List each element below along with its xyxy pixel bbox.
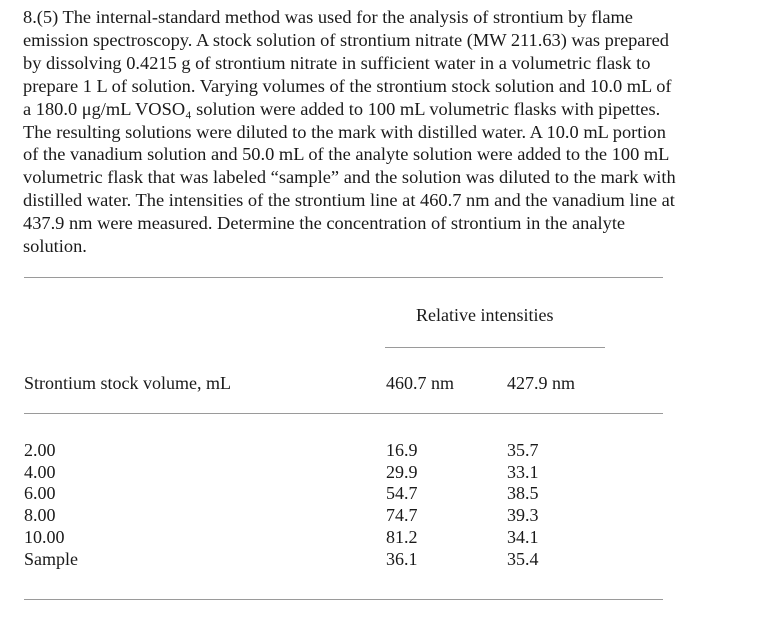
problem-line: 437.9 nm were measured. Determine the concentration of strontium in the analyte — [23, 213, 626, 234]
table-cell: Sample — [24, 548, 78, 569]
problem-line: emission spectroscopy. A stock solution of strontium nitrate (MW 211.63) was prepared — [23, 29, 669, 50]
table-top-rule — [24, 277, 663, 278]
table-cell: 81.2 — [386, 526, 418, 547]
intensity-427-column — [507, 440, 539, 570]
problem-line: of the vanadium solution and 50.0 mL of the analyte solution were added to the 100 mL — [23, 144, 670, 165]
problem-line: distilled water. The intensities of the strontium line at 460.7 nm and the vanadium line at — [23, 190, 675, 211]
col-header-460: 460.7 nm — [386, 373, 455, 393]
col-header-volume: Strontium stock volume, mL — [24, 373, 231, 393]
table-cell: 38.5 — [507, 483, 539, 504]
problem-line: solution. — [23, 236, 87, 257]
problem-line: 8.(5) The internal-standard method was used for the analysis of strontium by flame — [23, 7, 633, 27]
table-cell: 10.00 — [24, 526, 65, 547]
col-header-427: 427.9 nm — [507, 373, 576, 393]
table-cell: 16.9 — [386, 440, 418, 460]
table-cell: 8.00 — [24, 505, 56, 526]
table-cell: 4.00 — [24, 461, 56, 482]
table-cell: 74.7 — [386, 505, 418, 526]
table-cell: 6.00 — [24, 483, 56, 504]
table-cell: 34.1 — [507, 526, 539, 547]
group-header: Relative intensities — [416, 305, 554, 325]
problem-line: by dissolving 0.4215 g of strontium nitrate in sufficient water in a volumetric flask to — [23, 52, 651, 73]
table-cell: 35.4 — [507, 548, 539, 569]
header-rule — [24, 413, 663, 414]
problem-line: The resulting solutions were diluted to the mark with distilled water. A 10.0 mL portion — [23, 121, 666, 142]
problem-statement — [23, 6, 753, 258]
problem-line: volumetric flask that was labeled “sample” and the solution was diluted to the mark with — [23, 167, 676, 188]
table-cell: 35.7 — [507, 440, 539, 460]
table-cell: 54.7 — [386, 483, 418, 504]
problem-line: prepare 1 L of solution. Varying volumes of the strontium stock solution and 10.0 mL of — [23, 75, 672, 96]
table-cell: 36.1 — [386, 548, 418, 569]
table-cell: 39.3 — [507, 505, 539, 526]
group-header-rule — [385, 347, 605, 348]
table-cell: 33.1 — [507, 461, 539, 482]
volume-column — [24, 440, 78, 570]
table-cell: 2.00 — [24, 440, 56, 460]
table-cell: 29.9 — [386, 461, 418, 482]
problem-line: a 180.0 μg/mL VOSO₄ solution were added to 100 mL volumetric flasks with pipettes. — [23, 98, 661, 119]
table-bottom-rule — [24, 599, 663, 600]
intensity-460-column — [386, 440, 418, 570]
